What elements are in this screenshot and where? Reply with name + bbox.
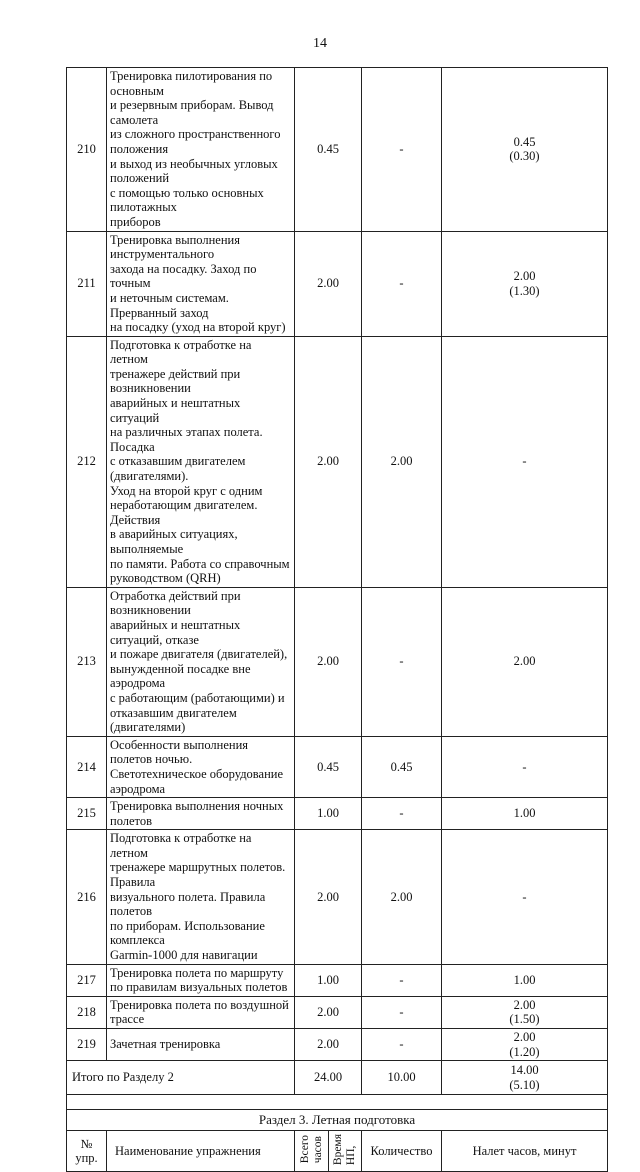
row-exercise-name: Тренировка полета по маршруту по правилам визуальных полетов — [107, 964, 295, 996]
section-title-row — [67, 1110, 608, 1131]
row-flight-time: 0.45 (0.30) — [442, 68, 608, 232]
row-number: 219 — [67, 1029, 107, 1061]
row-total-hours: 0.45 — [295, 68, 362, 232]
row-number: 211 — [67, 231, 107, 336]
header-name: Наименование упражнения — [107, 1131, 295, 1172]
row-np-time: - — [362, 68, 442, 232]
row-number: 217 — [67, 964, 107, 996]
row-total-hours: 2.00 — [295, 587, 362, 736]
row-flight-time: 2.00 — [442, 587, 608, 736]
row-total-hours: 2.00 — [295, 1029, 362, 1061]
row-exercise-name: Особенности выполнения полетов ночью. Светотехническое оборудование аэродрома — [107, 736, 295, 797]
table-row — [67, 336, 608, 587]
header-flight: Налет часов, минут — [442, 1131, 608, 1172]
row-exercise-name: Тренировка пилотирования по основным и резервным приборам. Вывод самолета из сложного пространственного положения и выход из необычных угловых положений с помощью только основных пилотажных приборов — [107, 68, 295, 232]
summary-total: 24.00 — [295, 1061, 362, 1095]
row-total-hours: 0.45 — [295, 736, 362, 797]
row-np-time: - — [362, 964, 442, 996]
header-count: Количество — [362, 1131, 442, 1172]
row-total-hours: 2.00 — [295, 231, 362, 336]
row-flight-time: 2.00 (1.20) — [442, 1029, 608, 1061]
summary-row — [67, 1061, 608, 1095]
row-flight-time: 2.00 (1.30) — [442, 231, 608, 336]
row-number: 215 — [67, 798, 107, 830]
row-number: 218 — [67, 996, 107, 1028]
exercise-table — [66, 67, 608, 1172]
row-np-time: - — [362, 587, 442, 736]
table-row — [67, 587, 608, 736]
row-flight-time: 1.00 — [442, 964, 608, 996]
row-np-time: 2.00 — [362, 830, 442, 964]
table-row — [67, 830, 608, 964]
header-row — [67, 1131, 608, 1172]
row-number: 210 — [67, 68, 107, 232]
row-number: 216 — [67, 830, 107, 964]
row-flight-time: - — [442, 736, 608, 797]
table-row — [67, 798, 608, 830]
row-flight-time: - — [442, 830, 608, 964]
header-np: Время НП, — [332, 1133, 357, 1165]
page-number: 14 — [313, 36, 327, 51]
table-row — [67, 1029, 608, 1061]
row-exercise-name: Подготовка к отработке на летном тренажере маршрутных полетов. Правила визуального полета. Правила полетов по приборам. Использование комплекса Garmin-1000 для навигации — [107, 830, 295, 964]
row-flight-time: - — [442, 336, 608, 587]
row-total-hours: 2.00 — [295, 996, 362, 1028]
row-np-time: - — [362, 1029, 442, 1061]
summary-label: Итого по Разделу 2 — [67, 1061, 295, 1095]
header-total: Всего часов — [298, 1135, 324, 1164]
section-title: Раздел 3. Летная подготовка — [67, 1110, 608, 1131]
table-row — [67, 231, 608, 336]
row-np-time: - — [362, 231, 442, 336]
row-exercise-name: Тренировка полета по воздушной трассе — [107, 996, 295, 1028]
row-total-hours: 1.00 — [295, 964, 362, 996]
row-np-time: - — [362, 996, 442, 1028]
table-row — [67, 68, 608, 232]
row-exercise-name: Тренировка выполнения ночных полетов — [107, 798, 295, 830]
row-total-hours: 2.00 — [295, 336, 362, 587]
header-num: № упр. — [67, 1131, 107, 1172]
row-flight-time: 2.00 (1.50) — [442, 996, 608, 1028]
table-body — [67, 68, 608, 1061]
summary-flight: 14.00 (5.10) — [442, 1061, 608, 1095]
row-exercise-name: Зачетная тренировка — [107, 1029, 295, 1061]
spacer-cell — [67, 1095, 608, 1110]
row-number: 214 — [67, 736, 107, 797]
row-flight-time: 1.00 — [442, 798, 608, 830]
row-np-time: 0.45 — [362, 736, 442, 797]
table-row — [67, 736, 608, 797]
summary-np: 10.00 — [362, 1061, 442, 1095]
table-row — [67, 964, 608, 996]
row-total-hours: 2.00 — [295, 830, 362, 964]
spacer-row — [67, 1095, 608, 1110]
row-total-hours: 1.00 — [295, 798, 362, 830]
row-np-time: 2.00 — [362, 336, 442, 587]
row-exercise-name: Тренировка выполнения инструментального захода на посадку. Заход по точным и неточным системам. Прерванный заход на посадку (уход на второй круг) — [107, 231, 295, 336]
row-np-time: - — [362, 798, 442, 830]
row-exercise-name: Подготовка к отработке на летном тренажере действий при возникновении аварийных и нештатных ситуаций на различных этапах полета. Посадка с отказавшим двигателем (двигателями). Уход на второй круг с одним неработающим двигателем. Действия в аварийных ситуациях, выполняемые по памяти. Работа со справочным руководством (QRH) — [107, 336, 295, 587]
row-number: 212 — [67, 336, 107, 587]
row-number: 213 — [67, 587, 107, 736]
row-exercise-name: Отработка действий при возникновении аварийных и нештатных ситуаций, отказе и пожаре двигателя (двигателей), вынужденной посадке вне аэродрома с работающим (работающими) и отказавшим двигателем (двигателями) — [107, 587, 295, 736]
table-row — [67, 996, 608, 1028]
